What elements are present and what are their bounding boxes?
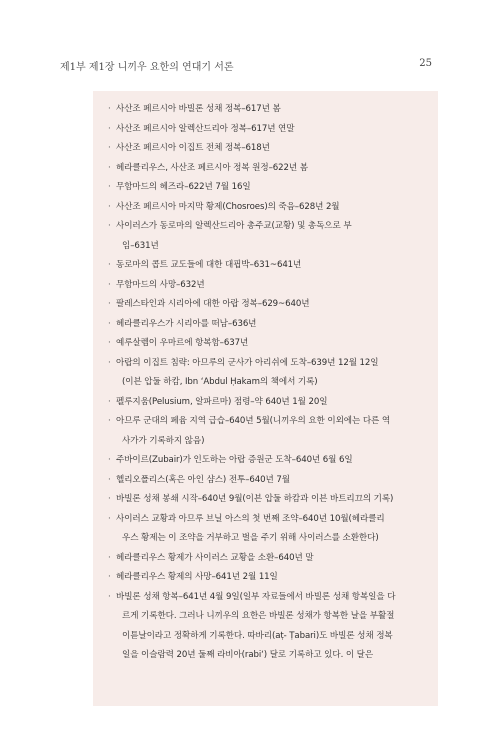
list-item-continuation: 르게 기록한다. 그러나 니끼우의 요한은 바빌론 성채가 항복한 날을 부활절 [122,611,395,621]
list-item-text: · 펠루지움(Pelusium, 알파르마) 점령–약 640년 1월 20일 [116,396,328,407]
list-item [108,490,426,510]
list-item-text: · 사산조 페르시아 알렉산드리아 정복–617년 연말 [116,123,295,134]
list-item [108,315,426,335]
list-item-text: · 사산조 페르시아 마지막 황제(Chosroes)의 죽음–628년 2월 [116,201,340,212]
list-item [108,412,426,451]
list-item [108,588,426,666]
list-item [108,334,426,354]
list-item-text: · 바빌론 성채 항복–641년 4월 9일(일부 자료들에서 바빌론 성채 항복일을 다 [116,591,396,602]
list-item-text: · 아므루 군대의 페윰 지역 급습–640년 5월(니끼우의 요한 이외에는 다른 역 [116,416,391,426]
list-item-text: · 헤라클리우스 황제의 사망–641년 2월 11일 [116,572,278,582]
list-item [108,198,426,218]
page-number: 25 [419,58,432,69]
list-item [108,393,426,413]
list-item-text: · 바빌론 성채 봉쇄 시작–640년 9월(이븐 압둘 하캄과 이븐 바트리끄의 기록) [116,494,394,504]
list-item-continuation: (이븐 압둘 하캄, Ibn ‘Abdul Ḥakam의 책에서 기록) [122,377,318,387]
list-item-text: · 사산조 페르시아 이집트 전체 정복–618년 [116,143,270,153]
list-item [108,354,426,393]
list-item [108,178,426,198]
list-item-text: · 사산조 페르시아 바빌론 성채 정복–617년 봄 [116,104,281,114]
list-item [108,471,426,491]
list-item-text: · 헤라클리우스, 사산조 페르시아 정복 원정–622년 봄 [116,162,308,173]
list-item-continuation: 일을 이슬람력 20년 둘째 라비아(rabi‘) 달로 기록하고 있다. 이 달은 [122,650,374,660]
list-item [108,139,426,159]
list-item-text: · 헬리오폴리스(혹은 아인 샴스) 전투–640년 7월 [116,474,290,485]
list-item [108,100,426,120]
list-item [108,451,426,471]
list-item-text: · 주바이르(Zubair)가 인도하는 아랍 증원군 도착–640년 6월 6일 [116,455,353,465]
list-item-text: · 헤라클리우스 황제가 사이러스 교황을 소환–640년 말 [116,552,314,563]
list-item-text: · 무함마드의 사망–632년 [116,279,205,290]
list-item-continuation: 이튿날이라고 정확하게 기록한다. 따바리(aṭ- Ṭabari)도 바빌론 성채 정복 [122,630,393,641]
list-item-text: · 팔레스타인과 시리아에 대한 아랍 정복–629~640년 [116,299,310,309]
list-item-text: · 동로마의 콥트 교도들에 대한 대핍박–631~641년 [116,260,302,270]
list-item-text: · 사이러스가 동로마의 알렉산드리아 총주교(교황) 및 총독으로 부 [116,221,352,231]
list-item [108,568,426,588]
running-title: 제1부 제1장 니끼우 요한의 연대기 서론 [60,62,234,73]
list-item-text: · 헤라클리우스가 시리아를 떠남–636년 [116,318,257,329]
list-item-text: · 무함마드의 헤즈라–622년 7월 16일 [116,182,251,192]
list-item [108,120,426,140]
list-item-text: · 아랍의 이집트 침략: 아므루의 군사가 아리쉬에 도착–639년 12월 12일 [116,357,379,368]
list-item [108,159,426,179]
list-item [108,256,426,276]
list-item [108,295,426,315]
chronology-list [108,100,426,666]
list-item-continuation: 임–631년 [122,240,159,251]
list-item-text: · 사이러스 교황과 아므루 브닐 아스의 첫 번째 조약–640년 10월(헤라클리 [116,513,385,524]
running-header [60,58,432,76]
list-item [108,276,426,296]
list-item [108,549,426,569]
list-item-continuation: 사가가 기록하지 않음) [122,435,205,446]
list-item-text: · 예루살렘이 우마르에 항복함–637년 [116,338,249,348]
list-item [108,217,426,256]
list-item-continuation: 우스 황제는 이 조약을 거부하고 벌을 주기 위해 사이러스를 소환한다) [122,533,379,543]
list-item [108,510,426,549]
